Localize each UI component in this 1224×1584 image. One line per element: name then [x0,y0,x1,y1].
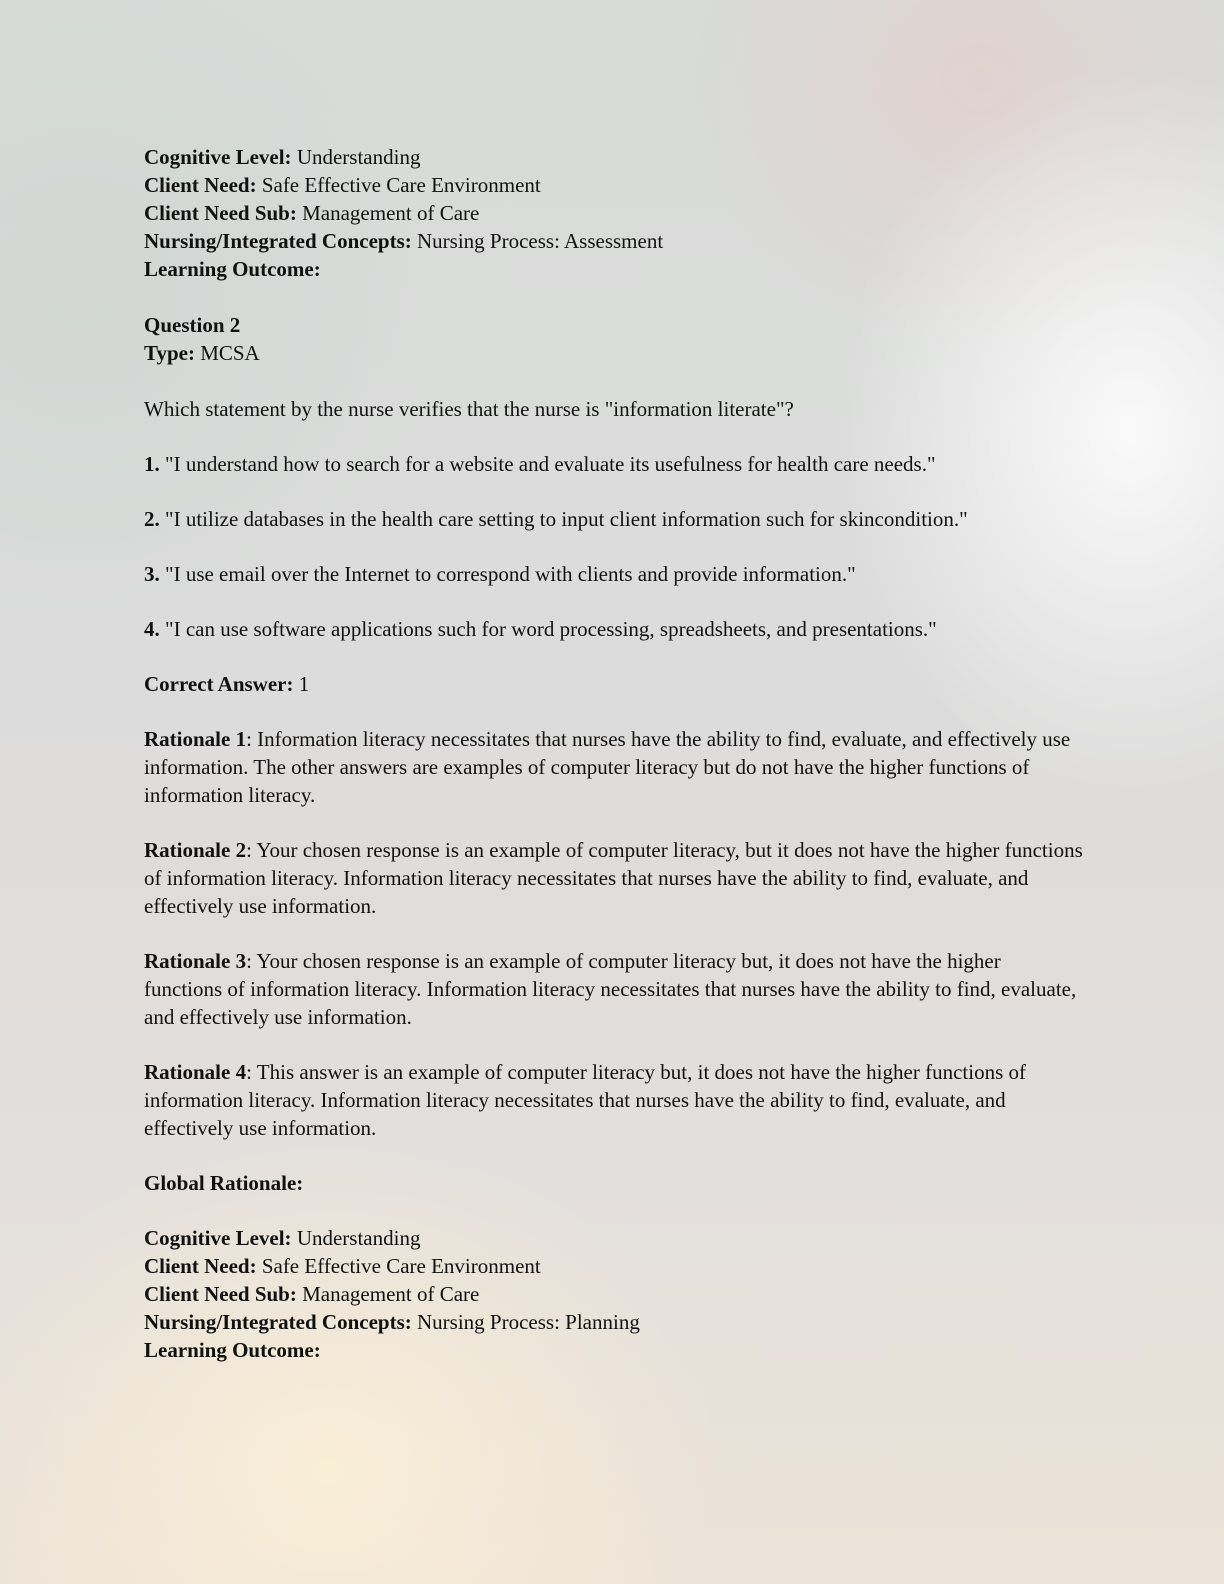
client-need-label: Client Need: [144,1254,257,1278]
learning-outcome-line [144,255,1084,283]
global-rationale-label: Global Rationale: [144,1171,304,1195]
learning-outcome-label: Learning Outcome: [144,1338,321,1362]
document-page [144,143,1084,1364]
option-text: "I use email over the Internet to correspond with clients and provide information." [159,562,856,586]
rationale-3 [144,947,1084,1031]
concepts-value: Nursing Process: Planning [411,1310,640,1334]
option-number: 2. [144,507,160,531]
learning-outcome-label: Learning Outcome: [144,257,321,281]
option-text: "I utilize databases in the health care setting to input client information such for skincondition." [159,507,968,531]
concepts-line [144,1308,1084,1336]
concepts-line [144,227,1084,255]
question-type-label: Type: [144,341,195,365]
question-type-line [144,339,1084,367]
question-header [144,311,1084,367]
global-rationale [144,1169,1084,1197]
client-need-sub-label: Client Need Sub: [144,201,297,225]
client-need-sub-value: Management of Care [296,201,480,225]
client-need-line [144,1252,1084,1280]
client-need-value: Safe Effective Care Environment [256,173,541,197]
client-need-sub-line [144,199,1084,227]
rationale-text: : Information literacy necessitates that nurses have the ability to find, evaluate, and effectively use information. The other answers are examples of computer literacy but do not have the higher functions of information literacy. [144,727,1071,807]
option-number: 3. [144,562,160,586]
client-need-sub-line [144,1280,1084,1308]
client-need-sub-label: Client Need Sub: [144,1282,297,1306]
client-need-label: Client Need: [144,173,257,197]
concepts-label: Nursing/Integrated Concepts: [144,1310,412,1334]
rationale-text: : Your chosen response is an example of computer literacy but, it does not have the higher functions of information literacy. Information literacy necessitates that nurses have the ability to find, evaluate, and effectively use information. [144,949,1077,1029]
rationale-1 [144,725,1084,809]
cognitive-level-value: Understanding [291,145,421,169]
concepts-label: Nursing/Integrated Concepts: [144,229,412,253]
answer-option-4 [144,615,1084,643]
client-need-line [144,171,1084,199]
option-text: "I understand how to search for a website and evaluate its usefulness for health care needs." [159,452,936,476]
concepts-value: Nursing Process: Assessment [411,229,664,253]
correct-answer-label: Correct Answer: [144,672,294,696]
learning-outcome-line [144,1336,1084,1364]
bottom-metadata [144,1224,1084,1364]
top-metadata [144,143,1084,283]
question-title: Question 2 [144,313,241,337]
option-number: 1. [144,452,160,476]
rationale-label: Rationale 4 [144,1060,247,1084]
rationale-4 [144,1058,1084,1142]
option-text: "I can use software applications such for word processing, spreadsheets, and presentations." [159,617,937,641]
client-need-sub-value: Management of Care [296,1282,480,1306]
answer-option-2 [144,505,1084,533]
client-need-value: Safe Effective Care Environment [256,1254,541,1278]
question-stem: Which statement by the nurse verifies that the nurse is "information literate"? [144,397,794,421]
rationale-text: : Your chosen response is an example of computer literacy, but it does not have the higher functions of information literacy. Information literacy necessitates that nurses have the ability to find, evaluate, and effectively use information. [144,838,1083,918]
correct-answer-value: 1 [293,672,310,696]
rationale-label: Rationale 3 [144,949,247,973]
question-type-value: MCSA [194,341,260,365]
rationale-text: : This answer is an example of computer literacy but, it does not have the higher functions of information literacy. Information literacy necessitates that nurses have the ability to find, evaluate, and effectively use information. [144,1060,1026,1140]
rationale-label: Rationale 2 [144,838,247,862]
cognitive-level-label: Cognitive Level: [144,1226,292,1250]
rationale-2 [144,836,1084,920]
correct-answer-line [144,670,1084,698]
cognitive-level-value: Understanding [291,1226,421,1250]
spacer [144,367,1084,395]
cognitive-level-line [144,143,1084,171]
cognitive-level-label: Cognitive Level: [144,145,292,169]
cognitive-level-line [144,1224,1084,1252]
option-number: 4. [144,617,160,641]
spacer [144,283,1084,311]
rationale-label: Rationale 1 [144,727,247,751]
answer-option-1 [144,450,1084,478]
answer-option-3 [144,560,1084,588]
